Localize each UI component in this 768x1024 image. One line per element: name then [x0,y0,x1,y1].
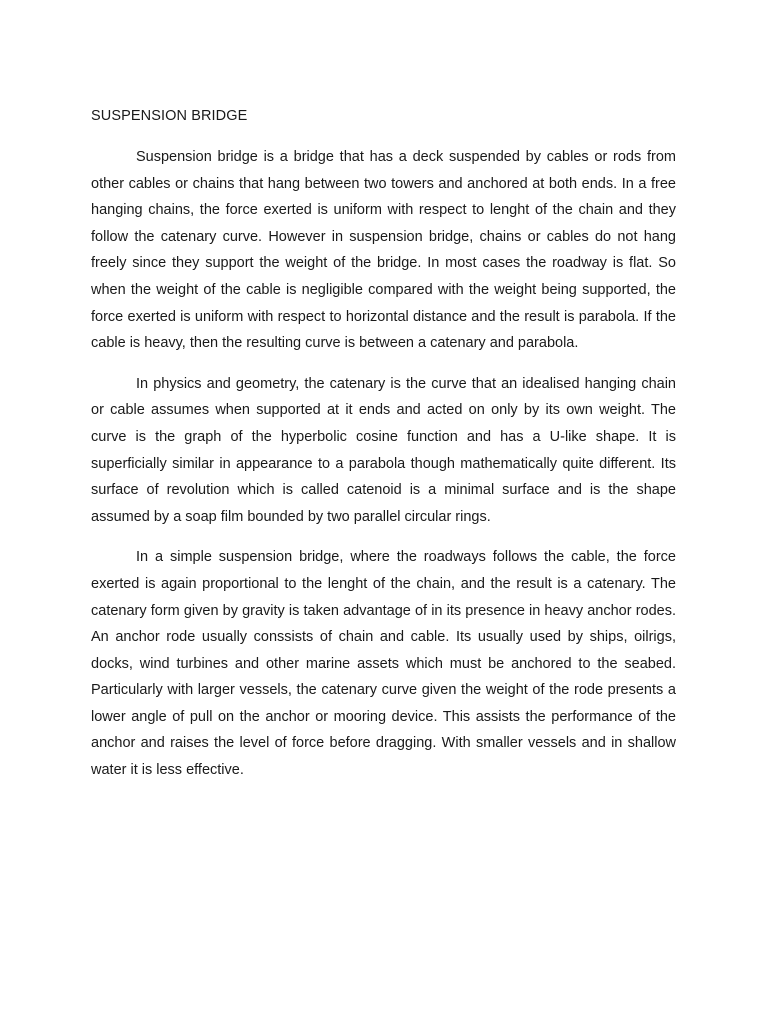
document-body [91,106,676,798]
document-title: SUSPENSION BRIDGE [91,108,248,124]
paragraph-simple-suspension-bridge: In a simple suspension bridge, where the roadways follows the cable, the force exerted is again proportional to the lenght of the chain, and the result is a catenary. The catenary form given by gravity is taken advantage of in its presence in heavy anchor rodes. An anchor rode usually conssists of chain and cable. Its usually used by ships, oilrigs, docks, wind turbines and other marine assets which must be anchored to the seabed. Particularly with larger vessels, the catenary curve given the weight of the rode presents a lower angle of pull on the anchor or mooring device. This assists the performance of the anchor and raises the level of force before dragging. With smaller vessels and in shallow water it is less effective. [91,549,676,779]
paragraph-suspension-bridge: Suspension bridge is a bridge that has a deck suspended by cables or rods from other cables or chains that hang between two towers and anchored at both ends. In a free hanging chains, the force exerted is uniform with respect to lenght of the chain and they follow the catenary curve. However in suspension bridge, chains or cables do not hang freely since they support the weight of the bridge. In most cases the roadway is flat. So when the weight of the cable is negligible compared with the weight being supported, the force exerted is uniform with respect to horizontal distance and the result is parabola. If the cable is heavy, then the resulting curve is between a catenary and parabola. [91,149,676,352]
paragraph-catenary: In physics and geometry, the catenary is the curve that an idealised hanging chain or cable assumes when supported at it ends and acted on only by its own weight. The curve is the graph of the hyperbolic cosine function and has a U-like shape. It is superficially similar in appearance to a parabola though mathematically quite different. Its surface of revolution which is called catenoid is a minimal surface and is the shape assumed by a soap film bounded by two parallel circular rings. [91,375,676,525]
